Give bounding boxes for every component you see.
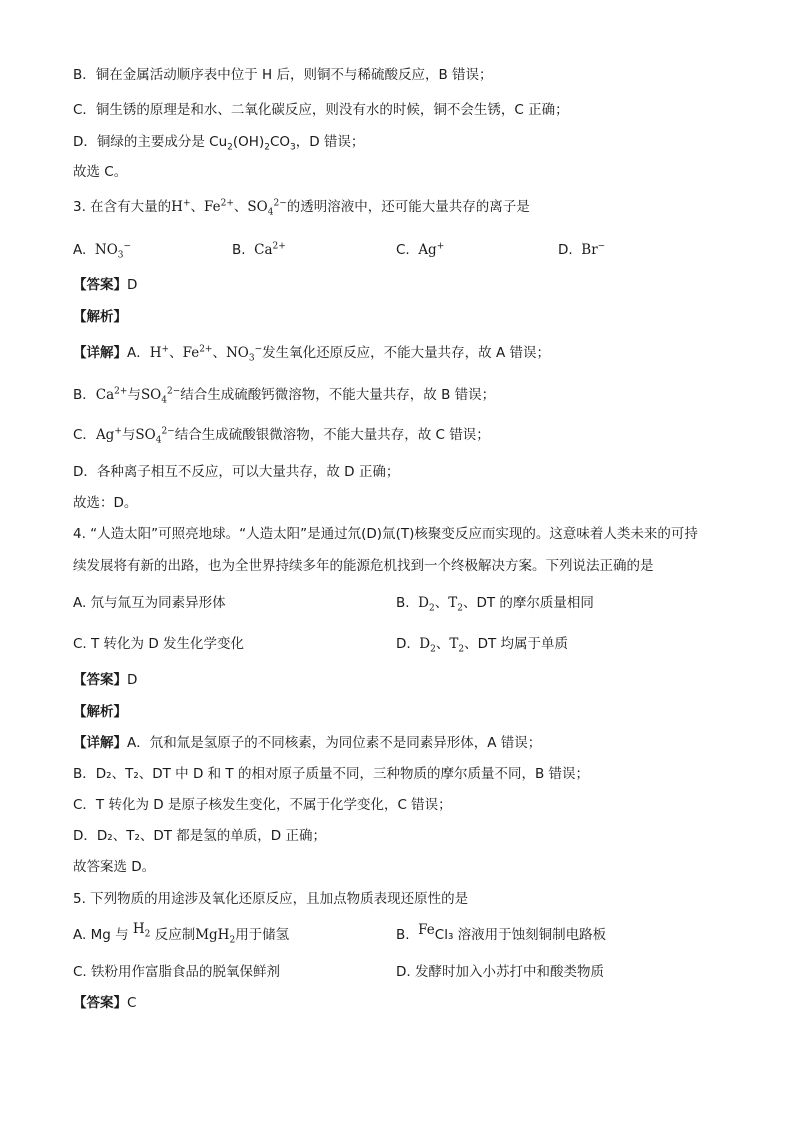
q3-answer: 【答案】D [73, 277, 138, 293]
q2-option-c-explanation: C．铜生锈的原理是和水、二氧化碳反应，则没有水的时候，铜不会生锈，C 正确； [73, 102, 569, 118]
q3-stem: 3. 在含有大量的H+、$Fe^{2+}$、$SO_4^{2-}$的透明溶液中，还可能大量共存的离子是 [73, 198, 530, 218]
q5-stem: 5. 下列物质的用途涉及氧化还原反应，且加点物质表现还原性的是 [73, 891, 469, 907]
q5-option-d: D. 发酵时加入小苏打中和酸类物质 [396, 964, 604, 980]
q4-explanation-a: 【详解】A．氘和氚是氢原子的不同核素，为同位素不是同素异形体，A 错误； [73, 735, 542, 751]
q3-option-a: A. $NO_3^-$ [73, 241, 132, 261]
q4-option-c: C. T 转化为 D 发生化学变化 [73, 636, 245, 652]
q5-option-c: C. 铁粉用作富脂食品的脱氧保鲜剂 [73, 964, 281, 980]
q2-conclusion: 故选 C。 [73, 164, 128, 180]
q4-conclusion: 故答案选 D。 [73, 859, 156, 875]
q3-explanation-b: B．$Ca^{2+}$与$SO_4^{2-}$结合生成硫酸钙微溶物，不能大量共存，故 B 错误； [73, 386, 496, 406]
q4-explanation-b: B．D₂、T₂、DT 中 D 和 T 的相对原子质量不同，三种物质的摩尔质量不同，B 错误； [73, 766, 590, 782]
q2-option-d-explanation: D．铜绿的主要成分是 $Cu_2(OH)_2CO_3$，D 错误； [73, 134, 365, 153]
q2-option-b-explanation: B．铜在金属活动顺序表中位于 H 后，则铜不与稀硫酸反应，B 错误； [73, 67, 493, 83]
q4-stem-line2: 续发展将有新的出路，也为全世界持续多年的能源危机找到一个终极解决方案。下列说法正确的是 [73, 558, 654, 574]
q5-answer: 【答案】C [73, 995, 137, 1011]
q4-analysis-heading: 【解析】 [73, 704, 127, 720]
q3-explanation-a: 【详解】A．H+、$Fe^{2+}$、$NO_3^-$发生氧化还原反应，不能大量共存，故 A 错误； [73, 344, 550, 364]
q4-answer: 【答案】D [73, 672, 138, 688]
q4-option-a: A. 氘与氚互为同素异形体 [73, 595, 226, 611]
q4-stem-line1: 4. “人造太阳”可照亮地球。“人造太阳”是通过氘(D)氚(T)核聚变反应而实现的。这意味着人类未来的可持 [73, 526, 698, 542]
q4-explanation-d: D．D₂、T₂、DT 都是氢的单质，D 正确； [73, 828, 326, 844]
q3-option-b: B. $Ca^{2+}$ [232, 241, 286, 258]
q3-explanation-d: D．各种离子相互不反应，可以大量共存，故 D 正确； [73, 464, 400, 480]
q3-explanation-c: C．Ag+与$SO_4^{2-}$结合生成硫酸银微溶物，不能大量共存，故 C 错误； [73, 426, 490, 446]
q3-analysis-heading: 【解析】 [73, 309, 127, 325]
q3-option-c: C. Ag+ [396, 241, 445, 258]
q4-option-b: B. $D_2$、$T_2$、DT 的摩尔质量相同 [396, 595, 594, 614]
q3-conclusion: 故选：D。 [73, 495, 138, 511]
q4-option-d: D. $D_2$、$T_2$、DT 均属于单质 [396, 636, 569, 655]
q5-option-b: B. FeCl₃ 溶液用于蚀刻铜制电路板 [396, 922, 607, 943]
q5-option-a: A. Mg 与 $H_2$ 反应制MgH$_2$用于储氢 [73, 921, 290, 946]
q3-option-d: D. Br− [558, 241, 606, 258]
q4-explanation-c: C．T 转化为 D 是原子核发生变化，不属于化学变化，C 错误； [73, 797, 452, 813]
